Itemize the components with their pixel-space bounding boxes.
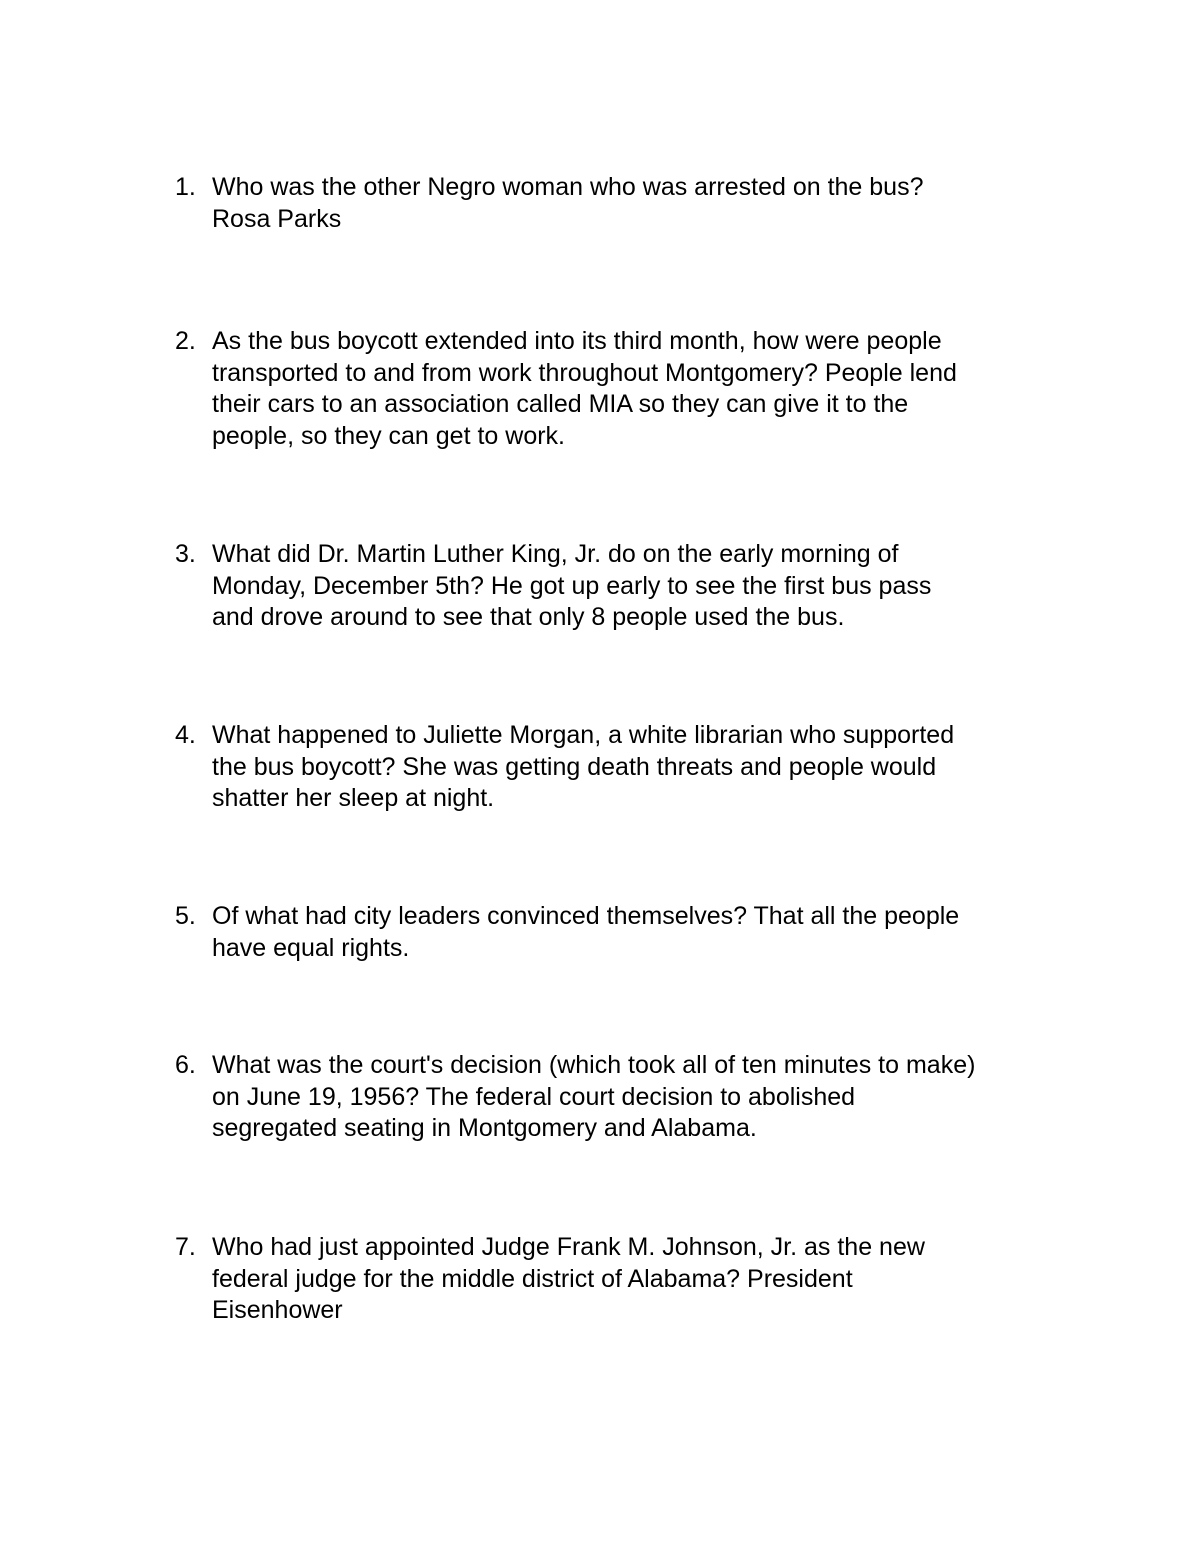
question-line: Of what had city leaders convinced themselves? That all the people bbox=[212, 902, 960, 930]
question-number: 1. bbox=[175, 173, 196, 201]
answer-line: shatter her sleep at night. bbox=[212, 784, 495, 812]
question-item-3 bbox=[175, 539, 1075, 634]
answer-line: their cars to an association called MIA so they can give it to the bbox=[212, 390, 909, 418]
question-number: 4. bbox=[175, 721, 196, 749]
answer-line: Rosa Parks bbox=[212, 204, 342, 233]
answer-line: Eisenhower bbox=[212, 1296, 343, 1324]
question-item-7 bbox=[175, 1232, 1075, 1327]
answer-line: have equal rights. bbox=[212, 933, 410, 962]
question-number: 2. bbox=[175, 327, 196, 355]
question-line: What happened to Juliette Morgan, a white librarian who supported bbox=[212, 721, 955, 749]
answer-line: people, so they can get to work. bbox=[212, 421, 565, 450]
question-item-1 bbox=[175, 172, 1075, 235]
question-line: What was the court's decision (which took all of ten minutes to make) bbox=[212, 1051, 976, 1079]
question-line: federal judge for the middle district of Alabama? President bbox=[212, 1264, 853, 1293]
question-number: 3. bbox=[175, 540, 196, 568]
question-number: 5. bbox=[175, 902, 196, 930]
question-number: 6. bbox=[175, 1051, 196, 1079]
question-line: What did Dr. Martin Luther King, Jr. do on the early morning of bbox=[212, 540, 899, 568]
question-item-2 bbox=[175, 326, 1075, 452]
question-line: As the bus boycott extended into its third month, how were people bbox=[212, 327, 942, 355]
question-line: the bus boycott? She was getting death threats and people would bbox=[212, 752, 937, 781]
question-item-4 bbox=[175, 720, 1075, 815]
question-line: Who had just appointed Judge Frank M. Johnson, Jr. as the new bbox=[212, 1233, 925, 1261]
question-line: Who was the other Negro woman who was arrested on the bus? bbox=[212, 173, 924, 201]
answer-line: segregated seating in Montgomery and Alabama. bbox=[212, 1114, 757, 1142]
answer-line: and drove around to see that only 8 people used the bus. bbox=[212, 603, 845, 631]
question-line: on June 19, 1956? The federal court decision to abolished bbox=[212, 1082, 856, 1111]
question-line: transported to and from work throughout Montgomery? People lend bbox=[212, 358, 957, 387]
question-item-6 bbox=[175, 1050, 1075, 1145]
question-number: 7. bbox=[175, 1233, 196, 1261]
question-item-5 bbox=[175, 901, 1075, 964]
question-line: Monday, December 5th? He got up early to see the first bus pass bbox=[212, 571, 932, 600]
